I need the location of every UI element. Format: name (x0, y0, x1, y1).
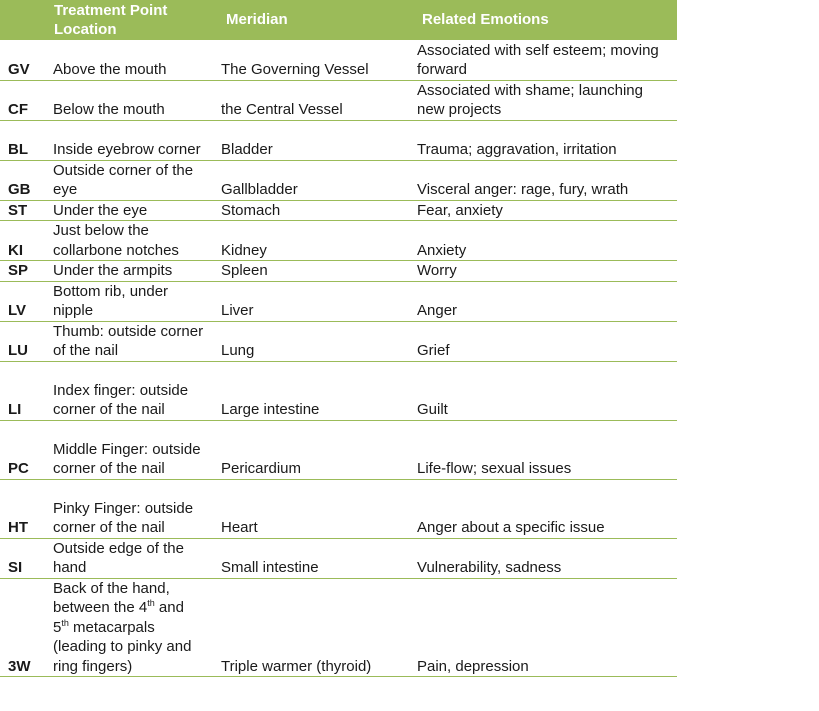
point-code: LV (0, 281, 46, 321)
location-text-c: 5 (53, 618, 62, 636)
table-row (0, 80, 677, 120)
related-emotions: Associated with self esteem; moving forward (414, 40, 677, 80)
related-emotions: Anxiety (414, 221, 677, 261)
related-emotions: Anger about a specific issue (414, 479, 677, 538)
meridian: Gallbladder (218, 160, 414, 200)
related-emotions: Visceral anger: rage, fury, wrath (414, 160, 677, 200)
treatment-location: Inside eyebrow corner (46, 120, 218, 160)
location-text-a: Back of the hand, between the 4 (53, 579, 170, 616)
meridian: Triple warmer (thyroid) (218, 578, 414, 677)
table-row (0, 221, 677, 261)
meridian: Pericardium (218, 420, 414, 479)
treatment-location: Under the armpits (46, 261, 218, 282)
treatment-location: Index finger: outside corner of the nail (46, 361, 218, 420)
meridian: Spleen (218, 261, 414, 282)
table-row (0, 538, 677, 578)
table-row (0, 479, 677, 538)
point-code: BL (0, 120, 46, 160)
meridian: Lung (218, 321, 414, 361)
table-row (0, 261, 677, 282)
related-emotions: Vulnerability, sadness (414, 538, 677, 578)
treatment-location: Under the eye (46, 200, 218, 221)
header-code (0, 0, 46, 40)
point-code: GV (0, 40, 46, 80)
treatment-location: Middle Finger: outside corner of the nail (46, 420, 218, 479)
treatment-location (46, 578, 218, 677)
table-row (0, 120, 677, 160)
point-code: LU (0, 321, 46, 361)
meridian: Large intestine (218, 361, 414, 420)
related-emotions: Pain, depression (414, 578, 677, 677)
table-header-row (0, 0, 677, 40)
point-code: KI (0, 221, 46, 261)
table-row (0, 420, 677, 479)
treatment-location: Outside corner of the eye (46, 160, 218, 200)
point-code: 3W (0, 578, 46, 677)
meridian: Kidney (218, 221, 414, 261)
meridian: Liver (218, 281, 414, 321)
point-code: GB (0, 160, 46, 200)
treatment-location: Just below the collarbone notches (46, 221, 218, 261)
related-emotions: Anger (414, 281, 677, 321)
table-row (0, 160, 677, 200)
header-location: Treatment Point Location (46, 0, 218, 40)
point-code: HT (0, 479, 46, 538)
table-row (0, 578, 677, 677)
table-row (0, 200, 677, 221)
related-emotions: Associated with shame; launching new projects (414, 80, 677, 120)
point-code: ST (0, 200, 46, 221)
meridian: Stomach (218, 200, 414, 221)
meridian: Bladder (218, 120, 414, 160)
meridian: The Governing Vessel (218, 40, 414, 80)
location-text-b: and (154, 599, 184, 616)
header-meridian: Meridian (218, 0, 414, 40)
related-emotions: Life-flow; sexual issues (414, 420, 677, 479)
treatment-location: Above the mouth (46, 40, 218, 80)
point-code: LI (0, 361, 46, 420)
treatment-location: Bottom rib, under nipple (46, 281, 218, 321)
meridian: Heart (218, 479, 414, 538)
point-code: PC (0, 420, 46, 479)
table-row (0, 321, 677, 361)
related-emotions: Fear, anxiety (414, 200, 677, 221)
treatment-location: Thumb: outside corner of the nail (46, 321, 218, 361)
point-code: SI (0, 538, 46, 578)
treatment-location: Pinky Finger: outside corner of the nail (46, 479, 218, 538)
header-emotions: Related Emotions (414, 0, 677, 40)
ordinal-suffix: th (61, 617, 69, 628)
related-emotions: Grief (414, 321, 677, 361)
meridian: the Central Vessel (218, 80, 414, 120)
table-row (0, 361, 677, 420)
related-emotions: Guilt (414, 361, 677, 420)
point-code: CF (0, 80, 46, 120)
related-emotions: Worry (414, 261, 677, 282)
related-emotions: Trauma; aggravation, irritation (414, 120, 677, 160)
table-row (0, 281, 677, 321)
treatment-location: Below the mouth (46, 80, 218, 120)
point-code: SP (0, 261, 46, 282)
location-text-d: metacarpals (leading to pinky and ring fingers) (53, 618, 192, 675)
ordinal-suffix: th (147, 598, 155, 608)
meridian: Small intestine (218, 538, 414, 578)
table-row (0, 40, 677, 80)
treatment-location: Outside edge of the hand (46, 538, 218, 578)
